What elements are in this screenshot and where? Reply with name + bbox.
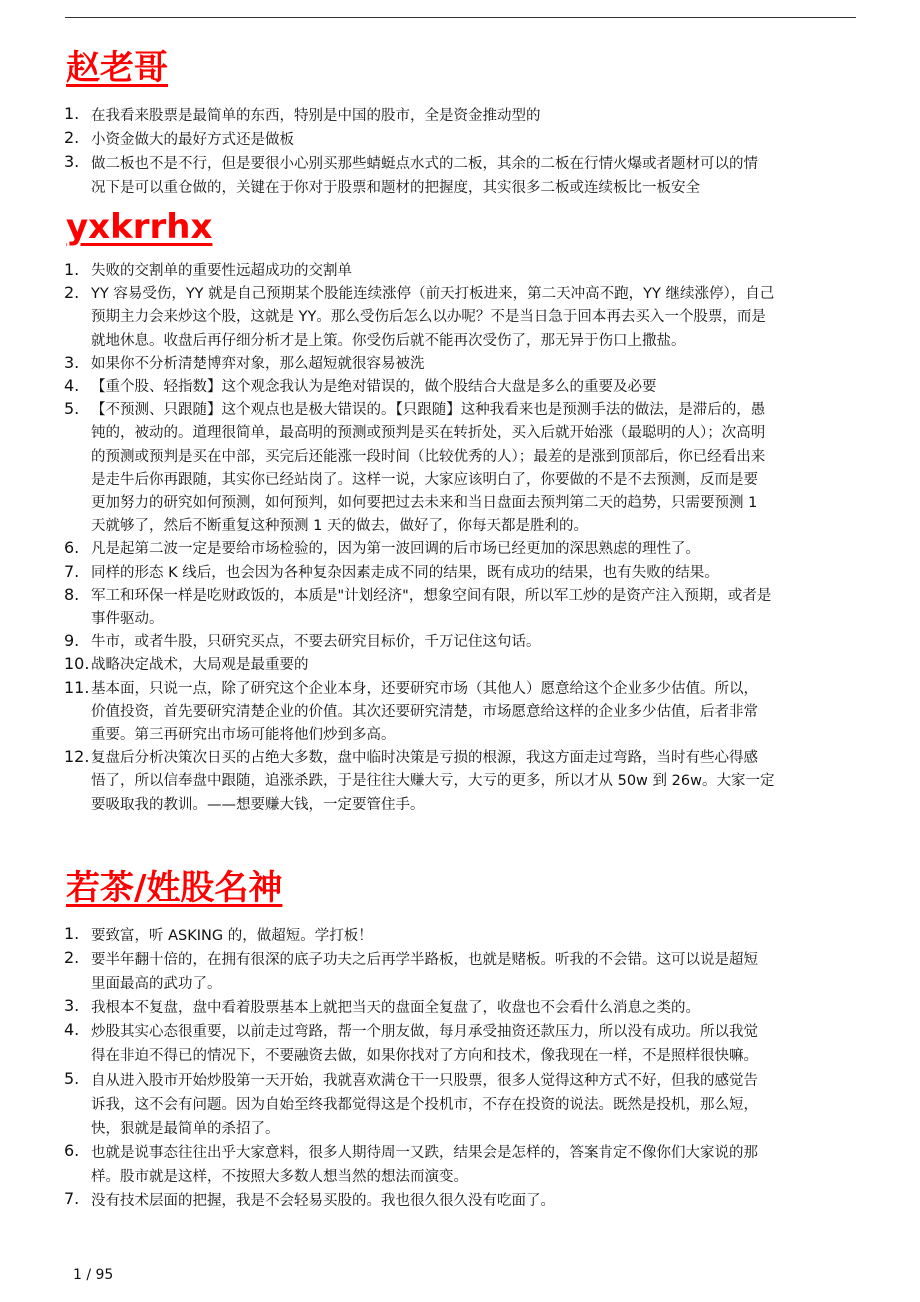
list-item-text-line: 【重个股、轻指数】这个观念我认为是绝对错误的，做个股结合大盘是多么的重要及必要 [91, 379, 657, 396]
list-item-text-line: 得在非迫不得已的情况下，不要融资去做，如果你找对了方向和技术，像我现在一样，不是照样很快嘛。 [91, 1048, 758, 1065]
list-item-text-line: 也就是说事态往往出乎大家意料，很多人期待周一又跌，结果会是怎样的，答案肯定不像你们大家说的那 [91, 1144, 758, 1161]
list-item-text-line: 失败的交割单的重要性远超成功的交割单 [91, 263, 352, 279]
list-item-number: 3. [64, 152, 80, 172]
list-item [64, 1069, 864, 1141]
list-item-text-line: 快，狠就是最简单的杀招了。 [91, 1120, 280, 1137]
list-item-text-line: 钝的，被动的。道理很简单，最高明的预测或预判是买在转折处，买入后就开始涨（最聪明的人）；次高明 [91, 425, 766, 442]
list-item-text-line: 凡是起第二波一定是要给市场检验的，因为第一波回调的后市场已经更加的深思熟虑的理性了。 [91, 541, 700, 558]
list-item-text-line: 基本面，只说一点，除了研究这个企业本身，还要研究市场（其他人）愿意给这个企业多少估值。所以， [91, 680, 758, 697]
list-item-text-line: 复盘后分析决策次日买的占绝大多数，盘中临时决策是亏损的根源，我这方面走过弯路，当时有些心得感 [91, 750, 758, 767]
list-item-number: 7. [64, 1189, 80, 1209]
list-item-number: 8. [64, 584, 80, 604]
list-item-text-line: 在我看来股票是最简单的东西，特别是中国的股市，全是资金推动型的 [91, 108, 541, 124]
list-item-text-line: 军工和环保一样是吃财政饭的，本质是"计划经济"，想象空间有限，所以军工炒的是资产注入预期，或者是 [91, 587, 772, 604]
list-item-number: 4. [64, 376, 80, 396]
section-list-yxkrrhx [64, 260, 864, 817]
list-item-text-line: 样。股市就是这样，不按照大多数人想当然的想法而演变。 [91, 1168, 468, 1185]
list-item-number: 11. [64, 677, 90, 697]
list-item-number: 2. [64, 128, 80, 148]
list-item [64, 562, 864, 585]
list-item-text-line: 更加努力的研究如何预测，如何预判，如何要把过去未来和当日盘面去预判第二天的趋势，只需要预测 1 [91, 495, 758, 512]
list-item-number: 6. [64, 538, 80, 558]
list-item-text-line: 重要。第三再研究出市场可能将他们炒到多高。 [91, 727, 396, 744]
list-item [64, 399, 864, 538]
list-item-text-line: 没有技术层面的把握，我是不会轻易买股的。我也很久很久没有吃面了。 [91, 1193, 555, 1210]
list-item-text-line: 诉我，这不会有问题。因为自始至终我都觉得这是个投机市，不存在投资的说法。既然是投机，那么短， [91, 1096, 758, 1113]
list-item-text-line: 况下是可以重仓做的，关键在于你对于股票和题材的把握度，其实很多二板或连续板比一板安全 [91, 180, 700, 197]
list-item-text-line: 牛市，或者牛股，只研究买点，不要去研究目标价，千万记住这句话。 [91, 634, 541, 651]
list-item-text-line: 要致富，听 ASKING 的，做超短。学打板！ [91, 928, 373, 944]
section-list-zhaolaoge [64, 104, 864, 200]
list-item-text-line: 炒股其实心态很重要，以前走过弯路，帮一个朋友做，每月承受抽资还款压力，所以没有成功。所以我觉 [91, 1024, 758, 1041]
list-item-number: 1. [64, 924, 80, 943]
section-heading-yxkrrhx: yxkrrhx [66, 207, 213, 247]
list-item-text-line: 要半年翻十倍的，在拥有很深的底子功夫之后再学半路板，也就是赌板。听我的不会错。这可以说是超短 [91, 952, 758, 969]
list-item [64, 376, 864, 399]
header-rule [65, 17, 856, 18]
list-item-number: 9. [64, 631, 80, 651]
list-item-text-line: 是走牛后你再跟随，其实你已经站岗了。这样一说，大家应该明白了，你要做的不是不去预测，反而是要 [91, 471, 758, 488]
list-item-number: 7. [64, 561, 80, 581]
list-item-text-line: 同样的形态 K 线后，也会因为各种复杂因素走成不同的结果，既有成功的结果，也有失败的结果。 [91, 564, 719, 581]
list-item-number: 1. [64, 260, 80, 279]
list-item-text-line: 事件驱动。 [91, 611, 164, 628]
list-item-text-line: 里面最高的武功了。 [91, 976, 222, 993]
list-item-number: 3. [64, 352, 80, 372]
list-item [64, 585, 864, 631]
list-item [64, 654, 864, 677]
list-item-number: 4. [64, 1020, 80, 1040]
list-item-number: 3. [64, 996, 80, 1016]
section-heading-zhaolaoge: 赵老哥 [66, 48, 168, 88]
list-item-text-line: 悟了，所以信奉盘中跟随，追涨杀跌，于是往往大赚大亏，大亏的更多，所以才从 50w 到 26w。大家一定 [91, 773, 775, 790]
list-item-text-line: 预期主力会来炒这个股，这就是 YY。那么受伤后怎么以办呢？不是当日急于回本再去买入一个股票，而是 [91, 309, 766, 326]
list-item [64, 283, 864, 353]
list-item-number: 5. [64, 1068, 80, 1088]
list-item-text-line: 天就够了，然后不断重复这种预测 1 天的做去，做好了，你每天都是胜利的。 [91, 518, 588, 535]
list-item [64, 631, 864, 654]
list-item [64, 260, 864, 283]
list-item [64, 128, 864, 152]
list-item [64, 924, 864, 948]
list-item [64, 948, 864, 996]
list-item [64, 1189, 864, 1213]
list-item-number: 12. [64, 747, 90, 767]
list-item-text-line: 【不预测、只跟随】这个观点也是极大错误的。【只跟随】这种我看来也是预测手法的做法，是滞后的，愚 [91, 402, 766, 419]
section-heading-ruocha: 若茶/姓股名神 [66, 868, 283, 908]
list-item-text-line: 我根本不复盘，盘中看着股票基本上就把当天的盘面全复盘了，收盘也不会看什么消息之类的。 [91, 1000, 700, 1017]
list-item [64, 152, 864, 200]
list-item-text-line: 战略决定战术，大局观是最重要的 [91, 657, 309, 674]
list-item-text-line: 的预测或预判是买在中部，买完后还能涨一段时间（比较优秀的人）；最差的是涨到顶部后，你已经看出来 [91, 448, 766, 465]
list-item [64, 1141, 864, 1189]
list-item [64, 1020, 864, 1068]
list-item-number: 10. [64, 654, 90, 674]
page-number: 1 / 95 [73, 1267, 114, 1283]
list-item [64, 538, 864, 561]
list-item-text-line: 如果你不分析清楚博弈对象，那么超短就很容易被洗 [91, 355, 425, 372]
list-item-text-line: YY 容易受伤，YY 就是自己预期某个股能连续涨停（前天打板进来，第二天冲高不跑，YY 继续涨停），自己 [91, 286, 775, 303]
list-item [64, 353, 864, 376]
list-item-number: 2. [64, 283, 80, 303]
list-item-text-line: 小资金做大的最好方式还是做板 [91, 132, 294, 149]
list-item-text-line: 自从进入股市开始炒股第一天开始，我就喜欢满仓干一只股票，很多人觉得这种方式不好，但我的感觉告 [91, 1072, 758, 1089]
list-item [64, 747, 864, 817]
section-list-ruocha [64, 924, 864, 1213]
list-item [64, 678, 864, 748]
list-item-text-line: 价值投资，首先要研究清楚企业的价值。其次还要研究清楚，市场愿意给这样的企业多少估值，后者非常 [91, 703, 758, 720]
list-item-text-line: 做二板也不是不行，但是要很小心别买那些蜻蜓点水式的二板，其余的二板在行情火爆或者题材可以的情 [91, 156, 758, 173]
list-item-text-line: 要吸取我的教训。——想要赚大钱，一定要管住手。 [91, 796, 425, 813]
list-item-number: 2. [64, 948, 80, 968]
list-item-number: 1. [64, 104, 80, 123]
list-item [64, 996, 864, 1020]
list-item-number: 6. [64, 1140, 80, 1160]
list-item-text-line: 就地休息。收盘后再仔细分析才是上策。你受伤后就不能再次受伤了，那无异于伤口上撒盐。 [91, 332, 686, 349]
list-item [64, 104, 864, 128]
list-item-number: 5. [64, 399, 80, 419]
